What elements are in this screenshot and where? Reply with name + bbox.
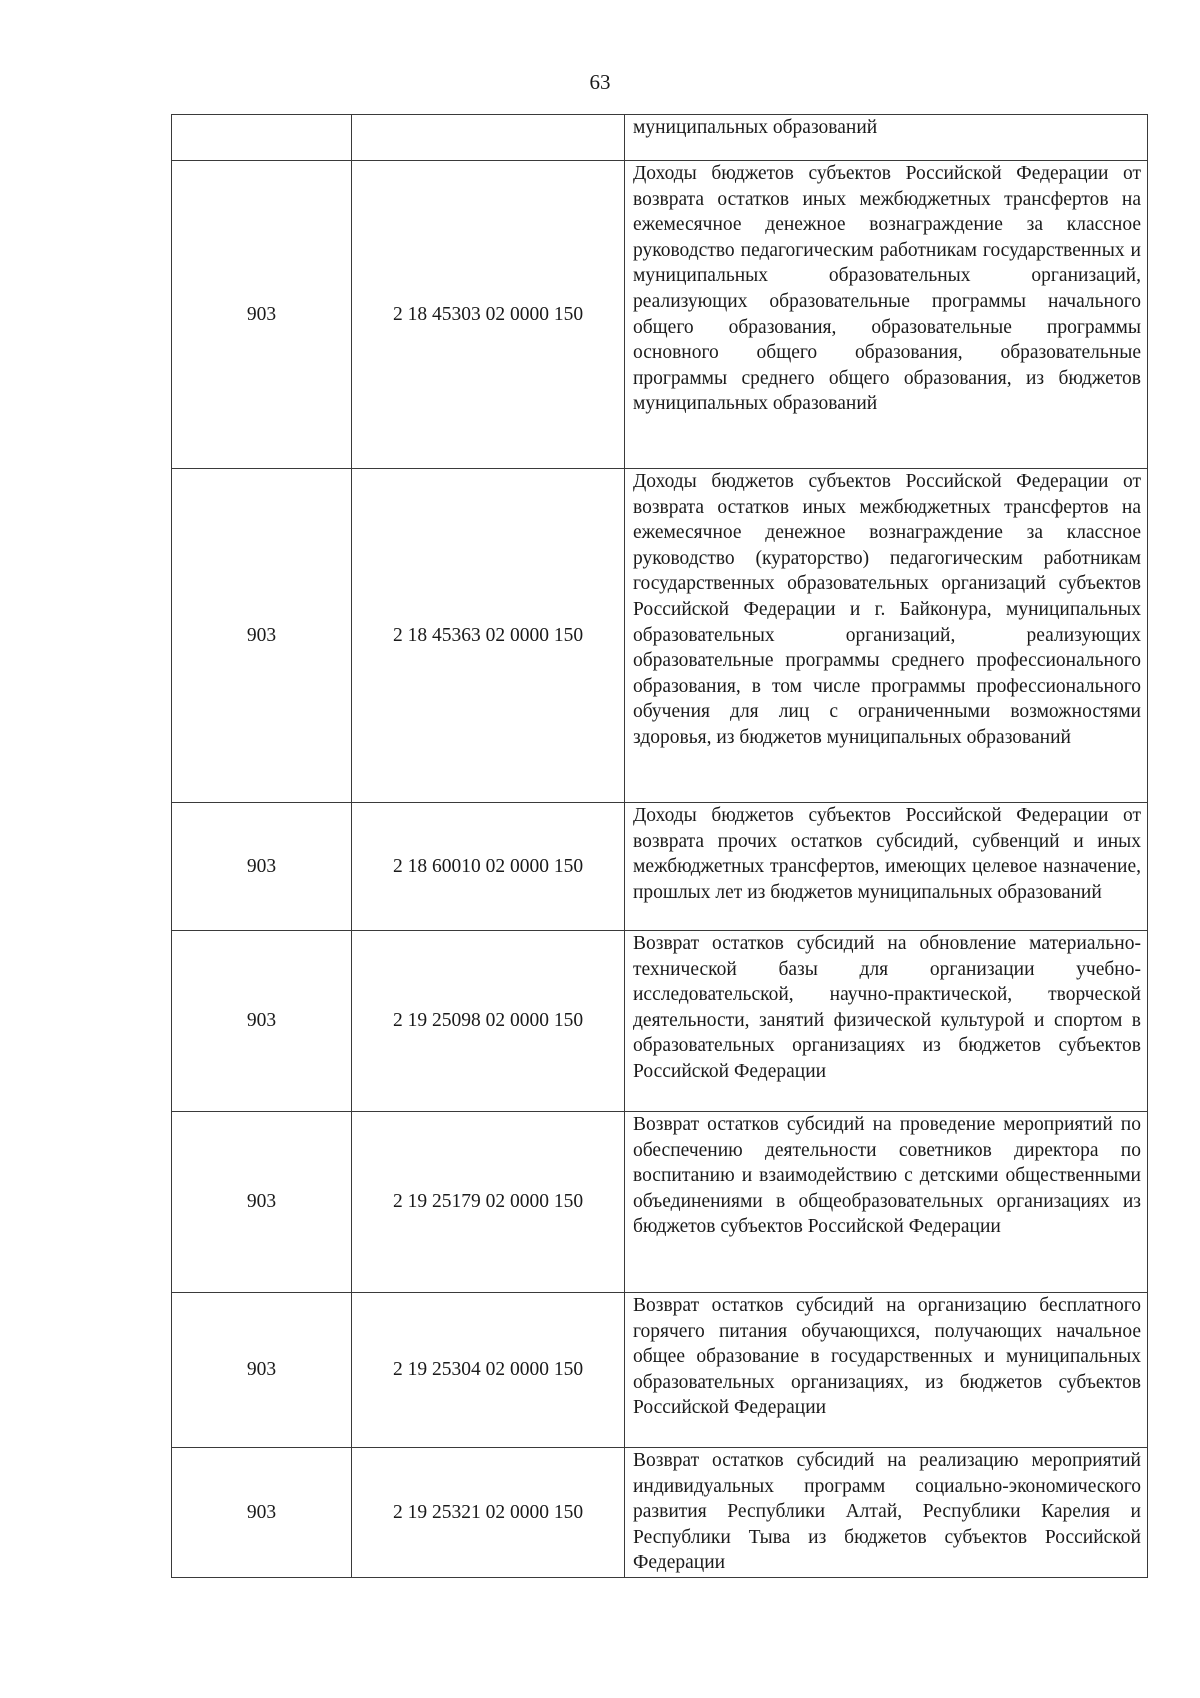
table-row [172,931,1148,1112]
admin-code-cell: 903 [172,1293,352,1448]
budget-code-cell: 2 18 45363 02 0000 150 [352,469,625,803]
description-cell: Возврат остатков субсидий на организацию бесплатного горячего питания обучающихся, получающих начальное общее образование в государственных и муниципальных образовательных организациях, из бюджетов субъектов Российской Федерации [625,1293,1148,1448]
admin-code-cell: 903 [172,803,352,931]
table-row [172,115,1148,161]
budget-code-cell: 2 18 45303 02 0000 150 [352,161,625,469]
table-row [172,1293,1148,1448]
table-row [172,803,1148,931]
description-cell: Доходы бюджетов субъектов Российской Федерации от возврата остатков иных межбюджетных трансфертов на ежемесячное денежное вознаграждение за классное руководство педагогическим работникам государственных и муниципальных образовательных организаций, реализующих образовательные программы начального общего образования, образовательные программы основного общего образования, образовательные программы среднего общего образования, из бюджетов муниципальных образований [625,161,1148,469]
admin-code-cell [172,115,352,161]
table-row [172,1448,1148,1578]
description-cell: муниципальных образований [625,115,1148,161]
budget-codes-table [171,114,1148,1578]
table-row [172,161,1148,469]
budget-code-cell: 2 18 60010 02 0000 150 [352,803,625,931]
budget-code-cell: 2 19 25304 02 0000 150 [352,1293,625,1448]
description-cell: Возврат остатков субсидий на проведение мероприятий по обеспечению деятельности советников директора по воспитанию и взаимодействию с детскими общественными объединениями в общеобразовательных организациях из бюджетов субъектов Российской Федерации [625,1112,1148,1293]
admin-code-cell: 903 [172,469,352,803]
description-cell: Доходы бюджетов субъектов Российской Федерации от возврата прочих остатков субсидий, субвенций и иных межбюджетных трансфертов, имеющих целевое назначение, прошлых лет из бюджетов муниципальных образований [625,803,1148,931]
table-row [172,1112,1148,1293]
admin-code-cell: 903 [172,931,352,1112]
budget-code-cell [352,115,625,161]
admin-code-cell: 903 [172,1448,352,1578]
description-cell: Возврат остатков субсидий на обновление материально-технической базы для организации учебно-исследовательской, научно-практической, творческой деятельности, занятий физической культурой и спортом в образовательных организациях из бюджетов субъектов Российской Федерации [625,931,1148,1112]
admin-code-cell: 903 [172,161,352,469]
budget-code-cell: 2 19 25098 02 0000 150 [352,931,625,1112]
page-number: 63 [589,70,611,94]
budget-code-cell: 2 19 25321 02 0000 150 [352,1448,625,1578]
budget-code-cell: 2 19 25179 02 0000 150 [352,1112,625,1293]
description-cell: Возврат остатков субсидий на реализацию мероприятий индивидуальных программ социально-экономического развития Республики Алтай, Республики Карелия и Республики Тыва из бюджетов субъектов Российской Федерации [625,1448,1148,1578]
description-cell: Доходы бюджетов субъектов Российской Федерации от возврата остатков иных межбюджетных трансфертов на ежемесячное денежное вознаграждение за классное руководство (кураторство) педагогическим работникам государственных образовательных организаций субъектов Российской Федерации и г. Байконура, муниципальных образовательных организаций, реализующих образовательные программы среднего профессионального образования, в том числе программы профессионального обучения для лиц с ограниченными возможностями здоровья, из бюджетов муниципальных образований [625,469,1148,803]
table-row [172,469,1148,803]
admin-code-cell: 903 [172,1112,352,1293]
